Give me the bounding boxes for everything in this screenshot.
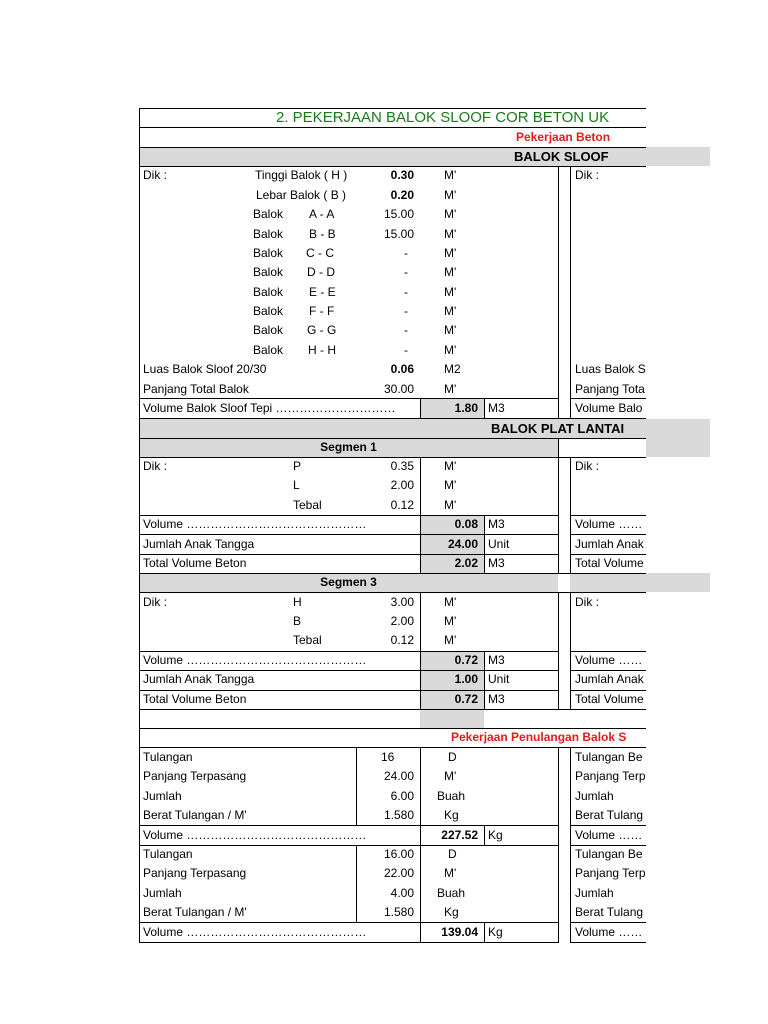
tul1-panjang-label: Panjang Terpasang — [143, 769, 247, 783]
seg1-jumlah-value: 24.00 — [447, 537, 478, 551]
lebar-unit: M' — [444, 188, 457, 202]
seg3-row-unit: M' — [444, 614, 457, 628]
seg1-row-value: 2.00 — [390, 478, 414, 492]
balok-row-label: Balok — [253, 285, 284, 299]
seg1-row-value: 0.12 — [390, 498, 414, 512]
tul1-panjang-unit: M' — [444, 769, 457, 783]
tul2-jumlah-label: Jumlah — [143, 886, 182, 900]
balok-row-value: - — [404, 246, 408, 260]
luas-unit: M2 — [444, 362, 461, 376]
seg1-row-label: P — [293, 459, 302, 473]
balok-row-unit: M' — [444, 227, 457, 241]
tul2-volume-label: Volume ……………………………………… — [143, 925, 367, 939]
balok-row-value: - — [404, 304, 408, 318]
seg1-volume-label: Volume ……………………………………… — [143, 517, 367, 531]
seg1-row-unit: M' — [444, 498, 457, 512]
balok-row-code: B - B — [309, 227, 336, 241]
seg1-volume-value: 0.08 — [454, 517, 478, 531]
right-tul2-berat: Berat Tulang — [575, 905, 644, 919]
tul2-berat-label: Berat Tulangan / M' — [143, 905, 247, 919]
right-tul2-volume: Volume …… — [575, 925, 643, 939]
balok-row-code: D - D — [307, 265, 335, 279]
balok-row-unit: M' — [444, 265, 457, 279]
right-luas-label: Luas Balok S — [575, 362, 646, 376]
right-tul2-tulangan: Tulangan Be — [575, 847, 643, 861]
seg1-row-unit: M' — [444, 459, 457, 473]
tul2-volume-value: 139.04 — [441, 925, 478, 939]
luas-label: Luas Balok Sloof 20/30 — [143, 362, 267, 376]
balok-row-unit: M' — [444, 285, 457, 299]
tul1-tulangan-label: Tulangan — [143, 750, 193, 764]
seg1-row-label: Tebal — [293, 498, 322, 512]
seg3-volume-value: 0.72 — [454, 653, 478, 667]
right-panjang-label: Panjang Tota — [575, 382, 645, 396]
lebar-label: Lebar Balok ( B ) — [256, 188, 347, 202]
right-tul2-jumlah: Jumlah — [575, 886, 614, 900]
right-tul1-panjang: Panjang Terp — [575, 769, 646, 783]
tul1-panjang-value: 24.00 — [383, 769, 414, 783]
seg3-row-unit: M' — [444, 595, 457, 609]
lebar-value: 0.20 — [390, 188, 414, 202]
tinggi-label: Tinggi Balok ( H ) — [255, 168, 348, 182]
seg1-total-value: 2.02 — [454, 556, 478, 570]
tul1-volume-unit: Kg — [488, 828, 503, 842]
right-seg3-jumlah: Jumlah Anak — [575, 672, 644, 686]
plat-band-right — [646, 438, 710, 457]
seg1-dik-label: Dik : — [143, 459, 167, 473]
seg3-jumlah-value: 1.00 — [454, 672, 478, 686]
right-dik-label: Dik : — [575, 168, 599, 182]
right-tul1-tulangan: Tulangan Be — [575, 750, 643, 764]
panjang-total-unit: M' — [444, 382, 457, 396]
right-seg1-total: Total Volume — [575, 556, 644, 570]
seg3-row-value: 2.00 — [390, 614, 414, 628]
balok-row-unit: M' — [444, 343, 457, 357]
seg3-row-label: H — [293, 595, 302, 609]
balok-row-label: Balok — [253, 343, 284, 357]
balok-row-value: 15.00 — [383, 207, 414, 221]
seg1-total-unit: M3 — [488, 556, 505, 570]
balok-row-code: G - G — [307, 323, 337, 337]
seg1-total-label: Total Volume Beton — [143, 556, 247, 570]
balok-row-code: E - E — [309, 285, 336, 299]
balok-row-unit: M' — [444, 323, 457, 337]
balok-row-unit: M' — [444, 246, 457, 260]
tul1-volume-value: 227.52 — [441, 828, 478, 842]
balok-row-value: - — [404, 265, 408, 279]
balok-row-label: Balok — [253, 304, 284, 318]
right-seg3-volume: Volume …… — [575, 653, 643, 667]
tul2-jumlah-unit: Buah — [437, 886, 466, 900]
seg1-row-value: 0.35 — [390, 459, 414, 473]
balok-row-label: Balok — [253, 207, 284, 221]
seg3-row-label: Tebal — [293, 633, 322, 647]
balok-row-label: Balok — [253, 323, 284, 337]
tul2-tulangan-unit: D — [448, 847, 457, 861]
segmen3-band-right — [570, 573, 710, 592]
seg1-volume-unit: M3 — [488, 517, 505, 531]
seg1-row-label: L — [293, 478, 300, 492]
seg3-row-label: B — [293, 614, 302, 628]
balok-row-value: - — [404, 323, 408, 337]
penulangan-header: Pekerjaan Penulangan Balok S — [451, 730, 627, 744]
balok-sloof-band — [139, 147, 710, 166]
right-seg3-total: Total Volume — [575, 692, 644, 706]
balok-row-label: Balok — [253, 246, 284, 260]
right-seg3-dik: Dik : — [575, 595, 599, 609]
right-tul1-berat: Berat Tulang — [575, 808, 644, 822]
tul1-berat-unit: Kg — [444, 808, 459, 822]
seg3-total-value: 0.72 — [454, 692, 478, 706]
balok-row-label: Balok — [253, 265, 284, 279]
seg3-total-unit: M3 — [488, 692, 505, 706]
tul1-tulangan-unit: D — [448, 750, 457, 764]
tul2-panjang-unit: M' — [444, 866, 457, 880]
tul2-berat-unit: Kg — [444, 905, 459, 919]
tul1-jumlah-value: 6.00 — [390, 789, 414, 803]
tinggi-unit: M' — [444, 168, 457, 182]
panjang-total-label: Panjang Total Balok — [143, 382, 249, 396]
seg3-total-label: Total Volume Beton — [143, 692, 247, 706]
plat-band — [139, 419, 710, 438]
balok-row-value: 15.00 — [383, 227, 414, 241]
luas-value: 0.06 — [390, 362, 414, 376]
tinggi-value: 0.30 — [390, 168, 414, 182]
tul2-tulangan-value: 16.00 — [383, 847, 414, 861]
dik-label: Dik : — [143, 168, 167, 182]
tul2-tulangan-label: Tulangan — [143, 847, 193, 861]
seg3-jumlah-unit: Unit — [488, 672, 510, 686]
right-seg1-jumlah: Jumlah Anak — [575, 537, 644, 551]
right-tul2-panjang: Panjang Terp — [575, 866, 646, 880]
seg3-volume-label: Volume ……………………………………… — [143, 653, 367, 667]
right-volume-label: Volume Balo — [575, 401, 643, 415]
balok-row-code: F - F — [309, 304, 335, 318]
tul1-jumlah-label: Jumlah — [143, 789, 182, 803]
plat-lantai-header: BALOK PLAT LANTAI — [491, 421, 625, 436]
seg3-dik-label: Dik : — [143, 595, 167, 609]
balok-row-code: C - C — [306, 246, 334, 260]
volume-sloof-unit: M3 — [488, 401, 505, 415]
tul1-berat-value: 1.580 — [383, 808, 414, 822]
balok-row-label: Balok — [253, 227, 284, 241]
balok-sloof-header: BALOK SLOOF — [514, 149, 609, 164]
seg1-jumlah-label: Jumlah Anak Tangga — [143, 537, 255, 551]
page-title: 2. PEKERJAAN BALOK SLOOF COR BETON UK — [276, 109, 610, 126]
seg3-row-unit: M' — [444, 633, 457, 647]
balok-row-code: H - H — [308, 343, 336, 357]
tul1-berat-label: Berat Tulangan / M' — [143, 808, 247, 822]
tul1-volume-label: Volume ……………………………………… — [143, 828, 367, 842]
tul2-berat-value: 1.580 — [383, 905, 414, 919]
tul2-jumlah-value: 4.00 — [390, 886, 414, 900]
tul2-panjang-value: 22.00 — [383, 866, 414, 880]
tul2-volume-unit: Kg — [488, 925, 503, 939]
volume-sloof-value: 1.80 — [454, 401, 478, 415]
volume-sloof-label: Volume Balok Sloof Tepi ………………………… — [143, 401, 396, 415]
balok-row-unit: M' — [444, 207, 457, 221]
right-seg1-dik: Dik : — [575, 459, 599, 473]
balok-row-code: A - A — [309, 207, 335, 221]
segmen3-header: Segmen 3 — [320, 575, 377, 589]
panjang-total-value: 30.00 — [383, 382, 414, 396]
right-tul1-jumlah: Jumlah — [575, 789, 614, 803]
balok-row-unit: M' — [444, 304, 457, 318]
seg3-volume-unit: M3 — [488, 653, 505, 667]
seg3-jumlah-label: Jumlah Anak Tangga — [143, 672, 255, 686]
segmen1-header: Segmen 1 — [320, 440, 377, 454]
right-tul1-volume: Volume …… — [575, 828, 643, 842]
tul1-tulangan-value: 16 — [381, 750, 395, 764]
tul2-panjang-label: Panjang Terpasang — [143, 866, 247, 880]
seg1-row-unit: M' — [444, 478, 457, 492]
right-seg1-volume: Volume …… — [575, 517, 643, 531]
tul1-jumlah-unit: Buah — [437, 789, 466, 803]
seg3-row-value: 0.12 — [390, 633, 414, 647]
seg3-row-value: 3.00 — [390, 595, 414, 609]
seg1-jumlah-unit: Unit — [488, 537, 510, 551]
balok-row-value: - — [404, 285, 408, 299]
balok-row-value: - — [404, 343, 408, 357]
pekerjaan-beton-label: Pekerjaan Beton — [516, 130, 611, 144]
